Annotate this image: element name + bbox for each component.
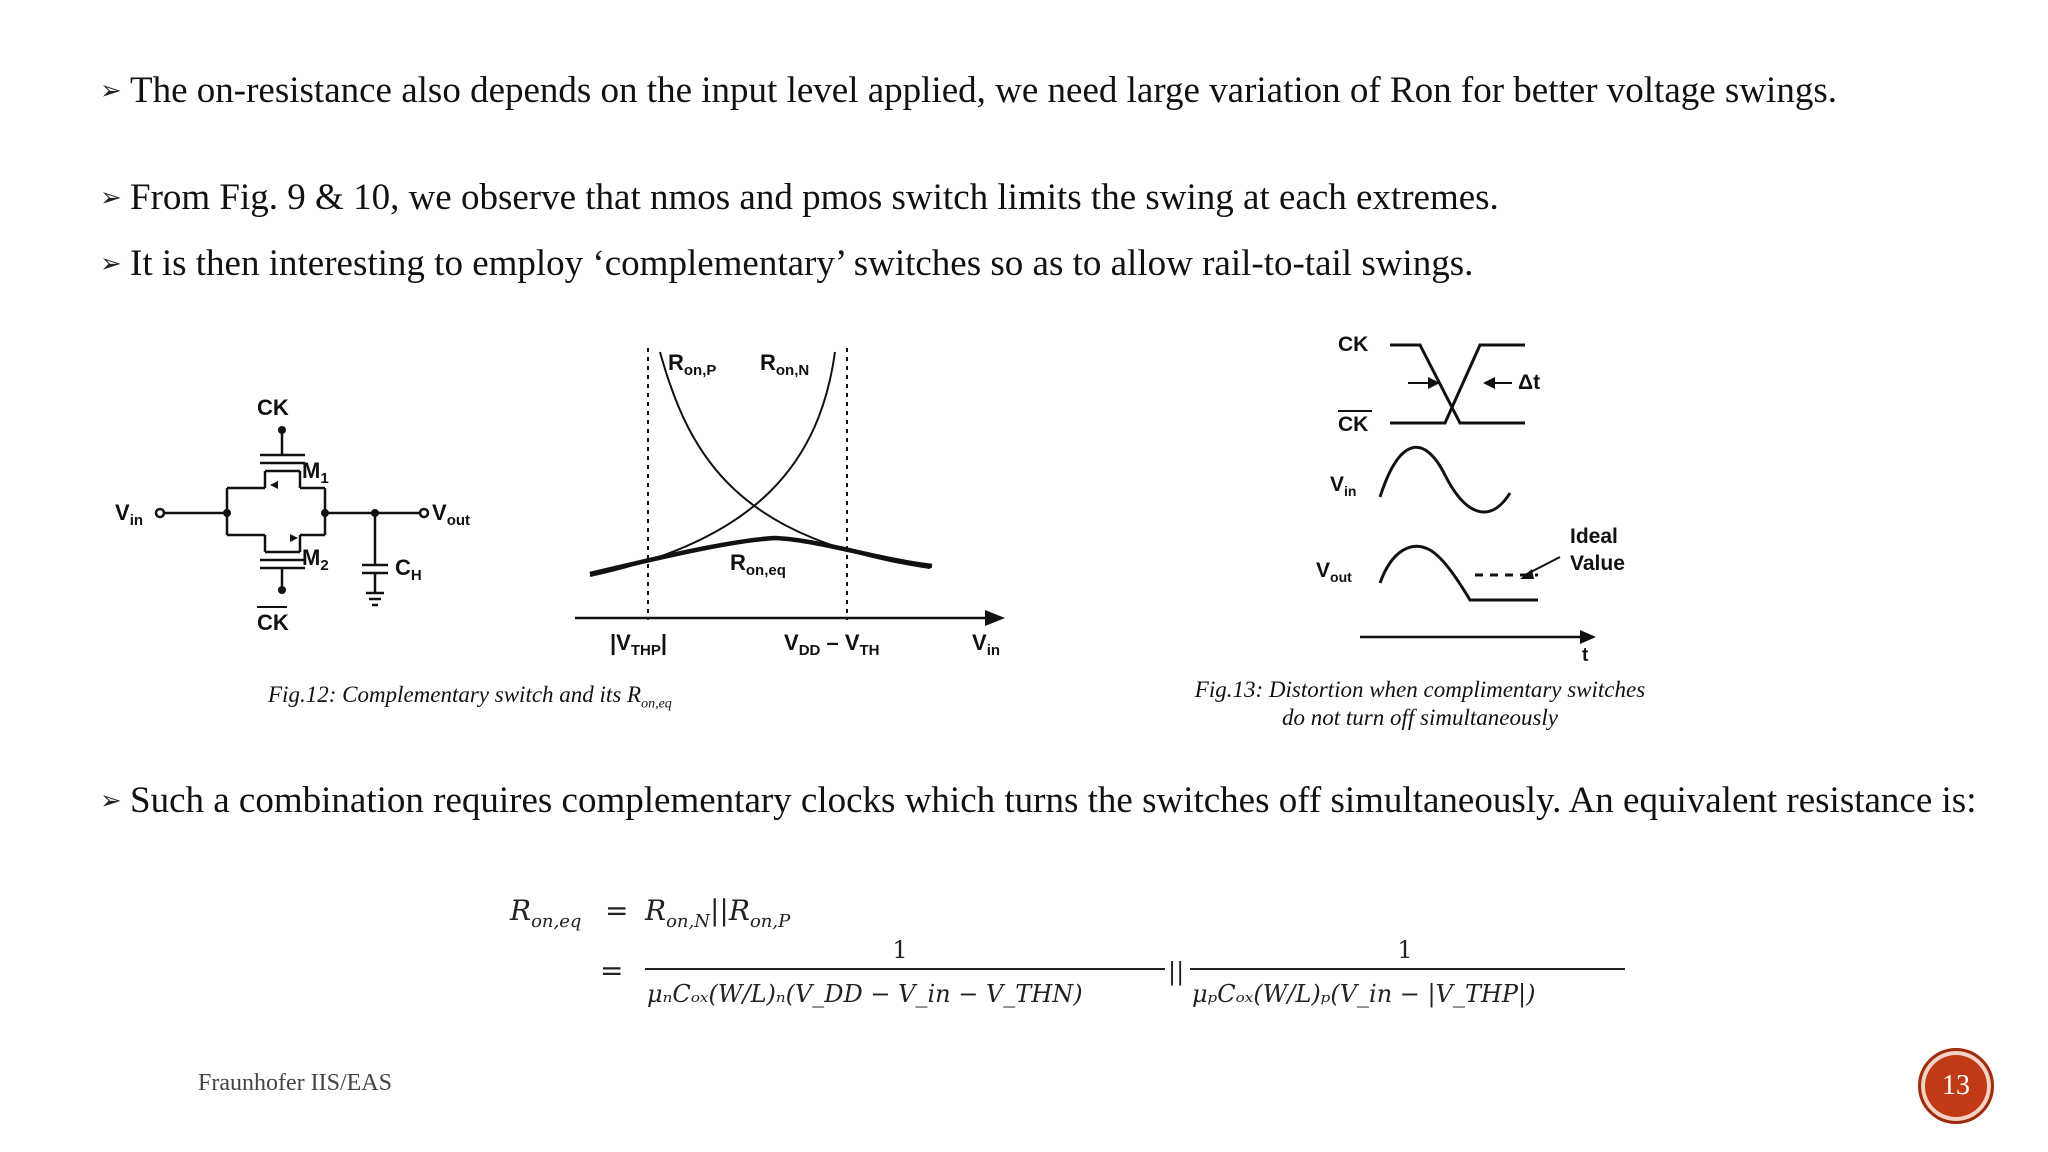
bullet-4-text: Such a combination requires complementary clocks which turns the switches off simultaneously. An equivalent resistance is: — [130, 780, 1977, 821]
eq-equals-2: = — [600, 954, 624, 987]
bullet-arrow-icon: ➢ — [100, 786, 122, 816]
bullet-2-text: From Fig. 9 & 10, we observe that nmos and pmos switch limits the swing at each extremes. — [130, 177, 1499, 218]
vout-label: $V_{out}$ — [432, 500, 471, 529]
fig13-caption-line1: Fig.13: Distortion when complimentary switches — [1194, 677, 1646, 702]
fig12-ron-plot — [560, 340, 1020, 670]
eq-num-1: 1 — [892, 936, 908, 964]
eq-den-1: μₙCₒₓ(W/L)ₙ(V_DD − V_in − V_THN) — [647, 980, 1083, 1008]
vout-label: $V_{out}$ — [1316, 559, 1352, 585]
page-number-badge: 13 — [1918, 1048, 1994, 1124]
equation — [500, 880, 1650, 1020]
fig13-timing-diagram — [1300, 325, 1660, 665]
eq-rhs: $R_{on,N}||R_{on,P}$ — [645, 894, 791, 932]
ck-top-label: CK — [257, 395, 289, 420]
bullet-arrow-icon: ➢ — [100, 183, 122, 213]
m2-label: $M_2$ — [302, 545, 329, 574]
ron-n-label: $R_{on,N}$ — [760, 350, 810, 379]
x-tick-vdd-vth: $V_{DD} - V_{TH}$ — [784, 630, 880, 659]
fig12-circuit — [100, 385, 500, 645]
footer-org: Fraunhofer IIS/EAS — [198, 1070, 392, 1096]
ron-eq-label: $R_{on,eq}$ — [730, 550, 786, 579]
bullet-4 — [100, 780, 2010, 822]
bullet-arrow-icon: ➢ — [100, 76, 122, 106]
fig13-caption — [1160, 676, 1680, 732]
ck-label: CK — [1338, 333, 1369, 356]
ck-bar-label: CK — [1338, 413, 1369, 436]
ck-bottom-label: CK — [257, 610, 289, 635]
delta-t-label: Δt — [1518, 371, 1541, 394]
fig13-caption-line2: do not turn off simultaneously — [1282, 705, 1558, 730]
eq-parallel: || — [1168, 958, 1185, 986]
bullet-3-text: It is then interesting to employ ‘complementary’ switches so as to allow rail-to-tail swings. — [130, 243, 1474, 284]
bullet-3 — [100, 243, 2010, 285]
t-axis-label: t — [1582, 645, 1589, 665]
bullet-1 — [100, 70, 2010, 112]
vin-label: $V_{in}$ — [115, 500, 144, 529]
value-label: Value — [1570, 552, 1625, 575]
eq-num-2: 1 — [1397, 936, 1413, 964]
bullet-2 — [100, 177, 2010, 219]
ron-p-label: $R_{on,P}$ — [668, 350, 717, 379]
bullet-arrow-icon: ➢ — [100, 249, 122, 279]
ch-label: $C_H$ — [395, 555, 422, 584]
bullet-1-text: The on-resistance also depends on the input level applied, we need large variation of Ron for better voltage swings. — [130, 70, 1837, 111]
x-axis-label: $V_{in}$ — [972, 630, 1001, 659]
vin-label: $V_{in}$ — [1330, 473, 1357, 499]
eq-den-2: μₚCₒₓ(W/L)ₚ(V_in − |V_THP|) — [1192, 980, 1536, 1008]
fig12-caption: Fig.12: Complementary switch and its $R_{on,eq}$ — [268, 682, 672, 712]
ideal-label: Ideal — [1570, 525, 1618, 548]
x-tick-vthp: $|V_{THP}|$ — [610, 630, 667, 659]
eq-equals-1: = — [605, 894, 629, 927]
m1-label: $M_1$ — [302, 458, 329, 487]
eq-lhs: $R_{on,eq}$ — [510, 894, 582, 932]
